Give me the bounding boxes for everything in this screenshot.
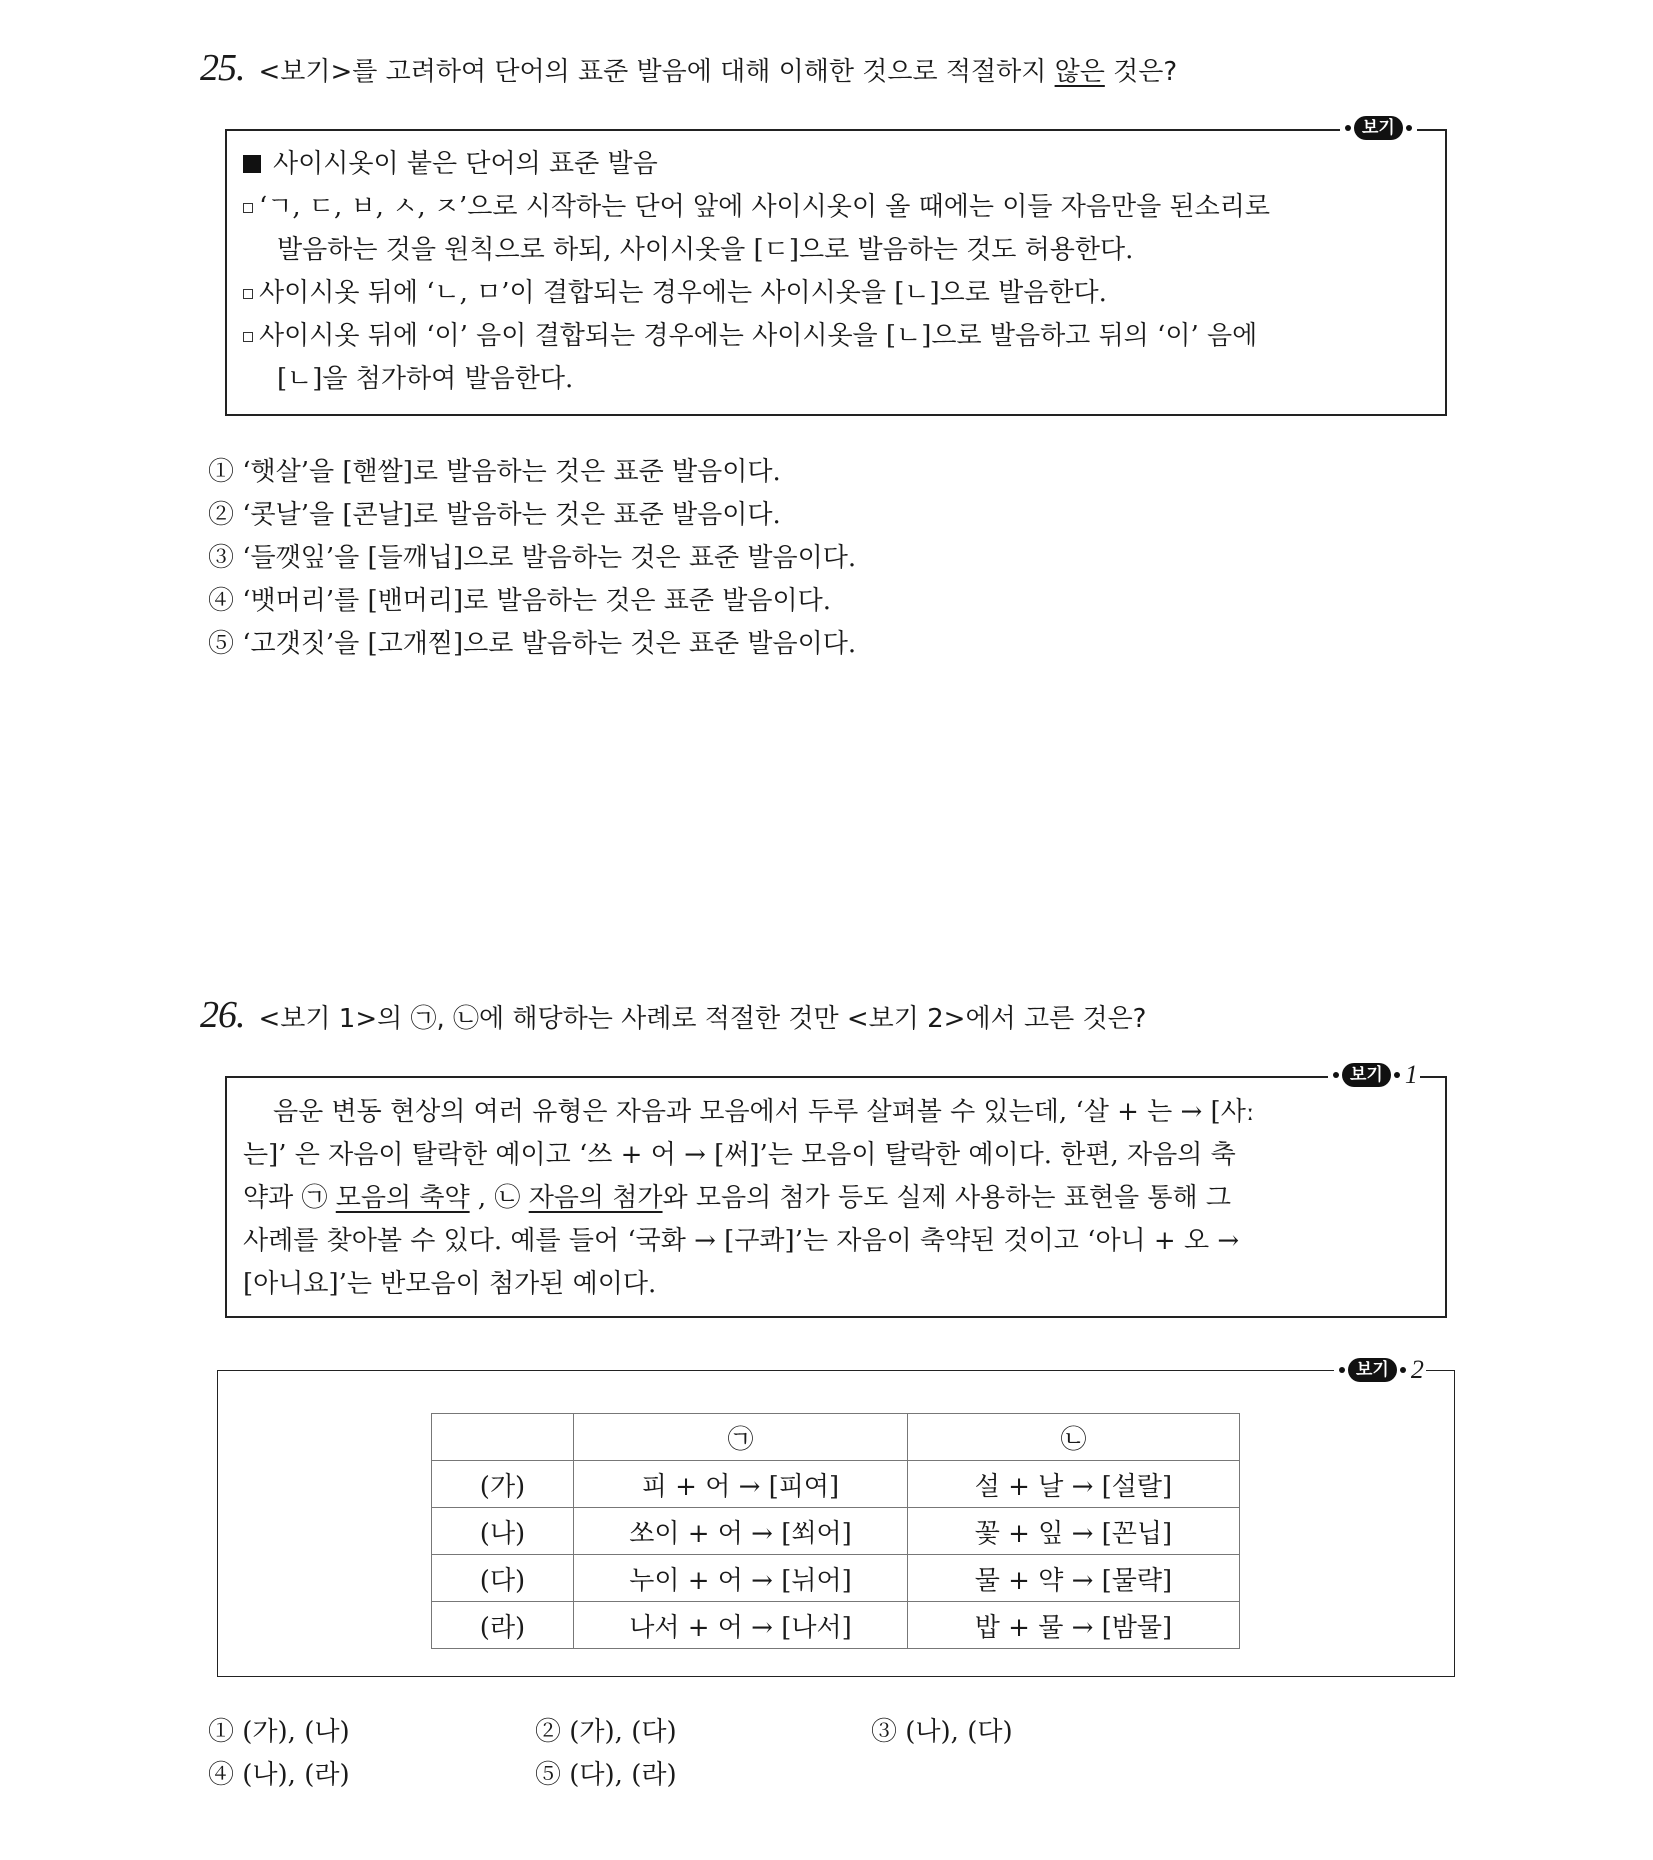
table-row bbox=[432, 1461, 1240, 1508]
tag-dot-icon bbox=[1333, 1072, 1339, 1078]
q26-answer-5[interactable]: ⑤ (다), (라) bbox=[535, 1760, 677, 1790]
q25-rule2: 사이시옷 뒤에 ‘ㄴ, ㅁ’이 결합되는 경우에는 사이시옷을 [ㄴ]으로 발음한다. bbox=[243, 272, 1431, 315]
q26-answer-1[interactable]: ① (가), (나) bbox=[208, 1717, 350, 1747]
q26-bogi1-content bbox=[243, 1091, 1431, 1306]
q26-bogi1-line4: 사례를 찾아볼 수 있다. 예를 들어 ‘국화 → [구콰]’는 자음이 축약된 것이고 ‘아니 + 오 → bbox=[243, 1226, 1240, 1256]
q26-bogi1-line1: 음운 변동 현상의 여러 유형은 자음과 모음에서 두루 살펴볼 수 있는데, ‘살 + 는 → [사ː bbox=[273, 1097, 1255, 1127]
q25-title bbox=[200, 46, 1177, 90]
q25-bogi-tag bbox=[1340, 114, 1417, 142]
table-row bbox=[432, 1508, 1240, 1555]
q26-bogi2-table bbox=[431, 1413, 1240, 1649]
tag-dot-icon bbox=[1406, 125, 1412, 131]
tag-dot-icon bbox=[1394, 1072, 1400, 1078]
q25-prompt-emphasis: 않은 bbox=[1054, 57, 1105, 87]
table-cell-label: (라) bbox=[432, 1602, 574, 1649]
q25-rule1: ‘ㄱ, ㄷ, ㅂ, ㅅ, ㅈ’으로 시작하는 단어 앞에 사이시옷이 올 때에는 이들 자음만을 된소리로 bbox=[243, 186, 1431, 229]
q26-bogi1-line5: [아니요]’는 반모음이 첨가된 예이다. bbox=[243, 1269, 657, 1299]
q26-bogi2-number: 2 bbox=[1410, 1355, 1424, 1384]
small-square-bullet-icon bbox=[243, 289, 253, 299]
q25-options bbox=[208, 451, 856, 666]
q25-rule1-cont: 발음하는 것을 원칙으로 하되, 사이시옷을 [ㄷ]으로 발음하는 것도 허용한다. bbox=[277, 235, 1134, 265]
q25-bogi-label: 보기 bbox=[1354, 116, 1403, 140]
q26-answer-4[interactable]: ④ (나), (라) bbox=[208, 1760, 350, 1790]
table-cell: 꽃 + 잎 → [꼰닙] bbox=[908, 1508, 1240, 1555]
table-header-cell: ㉡ bbox=[908, 1414, 1240, 1461]
table-cell-label: (가) bbox=[432, 1461, 574, 1508]
q26-bogi1-line3: 약과 ㉠ 모음의 축약 , ㉡ 자음의 첨가와 모음의 첨가 등도 실제 사용하는 표현을 통해 그 bbox=[243, 1183, 1231, 1213]
table-cell: 물 + 약 → [물략] bbox=[908, 1555, 1240, 1602]
q26-number: 26. bbox=[200, 994, 245, 1036]
q26-prompt: <보기 1>의 ㉠, ㉡에 해당하는 사례로 적절한 것만 <보기 2>에서 고른 것은? bbox=[258, 1004, 1147, 1034]
q26-title bbox=[200, 993, 1147, 1037]
q26-bogi1-number: 1 bbox=[1404, 1060, 1418, 1089]
small-square-bullet-icon bbox=[243, 332, 253, 342]
q26-bogi1-line2: 는]’ 은 자음이 탈락한 예이고 ‘쓰 + 어 → [써]’는 모음이 탈락한 예이다. 한편, 자음의 축 bbox=[243, 1140, 1236, 1170]
q25-bogi-content bbox=[243, 143, 1431, 401]
table-cell: 나서 + 어 → [나서] bbox=[574, 1602, 908, 1649]
q26-bogi1-tag bbox=[1328, 1060, 1420, 1090]
square-bullet-icon bbox=[243, 155, 261, 173]
table-cell-label: (나) bbox=[432, 1508, 574, 1555]
q25-option-2[interactable]: ② ‘콧날’을 [콘날]로 발음하는 것은 표준 발음이다. bbox=[208, 500, 781, 530]
q25-rule3-cont: [ㄴ]을 첨가하여 발음한다. bbox=[277, 364, 574, 394]
q25-option-3[interactable]: ③ ‘들깻잎’을 [들깨닙]으로 발음하는 것은 표준 발음이다. bbox=[208, 543, 857, 573]
q25-rule3: 사이시옷 뒤에 ‘이’ 음이 결합되는 경우에는 사이시옷을 [ㄴ]으로 발음하고 뒤의 ‘이’ 음에 bbox=[243, 315, 1431, 358]
table-cell: 누이 + 어 → [뉘어] bbox=[574, 1555, 908, 1602]
table-cell: 피 + 어 → [피여] bbox=[574, 1461, 908, 1508]
table-cell: 밥 + 물 → [밤물] bbox=[908, 1602, 1240, 1649]
q26-bogi2-tag bbox=[1334, 1355, 1426, 1385]
table-header-cell bbox=[432, 1414, 574, 1461]
q26-underline-consonant-insertion: 자음의 첨가 bbox=[528, 1183, 663, 1213]
tag-dot-icon bbox=[1345, 125, 1351, 131]
q25-number: 25. bbox=[200, 47, 245, 89]
table-header-row bbox=[432, 1414, 1240, 1461]
table-cell: 쏘이 + 어 → [쐬어] bbox=[574, 1508, 908, 1555]
table-row bbox=[432, 1555, 1240, 1602]
q26-bogi2-label: 보기 bbox=[1348, 1358, 1397, 1382]
tag-dot-icon bbox=[1400, 1367, 1406, 1373]
q26-answer-3[interactable]: ③ (나), (다) bbox=[871, 1717, 1013, 1747]
small-square-bullet-icon bbox=[243, 203, 253, 213]
q25-option-5[interactable]: ⑤ ‘고갯짓’을 [고개찓]으로 발음하는 것은 표준 발음이다. bbox=[208, 629, 857, 659]
q25-option-1[interactable]: ① ‘햇살’을 [핻쌀]로 발음하는 것은 표준 발음이다. bbox=[208, 457, 781, 487]
q25-option-4[interactable]: ④ ‘뱃머리’를 [밴머리]로 발음하는 것은 표준 발음이다. bbox=[208, 586, 831, 616]
q25-bogi-heading: 사이시옷이 붙은 단어의 표준 발음 bbox=[243, 143, 1431, 186]
table-row bbox=[432, 1602, 1240, 1649]
q25-prompt: <보기>를 고려하여 단어의 표준 발음에 대해 이해한 것으로 적절하지 않은 것은? bbox=[258, 57, 1178, 87]
table-cell-label: (다) bbox=[432, 1555, 574, 1602]
table-cell: 설 + 날 → [설랄] bbox=[908, 1461, 1240, 1508]
tag-dot-icon bbox=[1339, 1367, 1345, 1373]
q26-underline-vowel-contraction: 모음의 축약 bbox=[335, 1183, 470, 1213]
table-header-cell: ㉠ bbox=[574, 1414, 908, 1461]
q26-bogi1-label: 보기 bbox=[1342, 1063, 1391, 1087]
q26-answer-2[interactable]: ② (가), (다) bbox=[535, 1717, 677, 1747]
